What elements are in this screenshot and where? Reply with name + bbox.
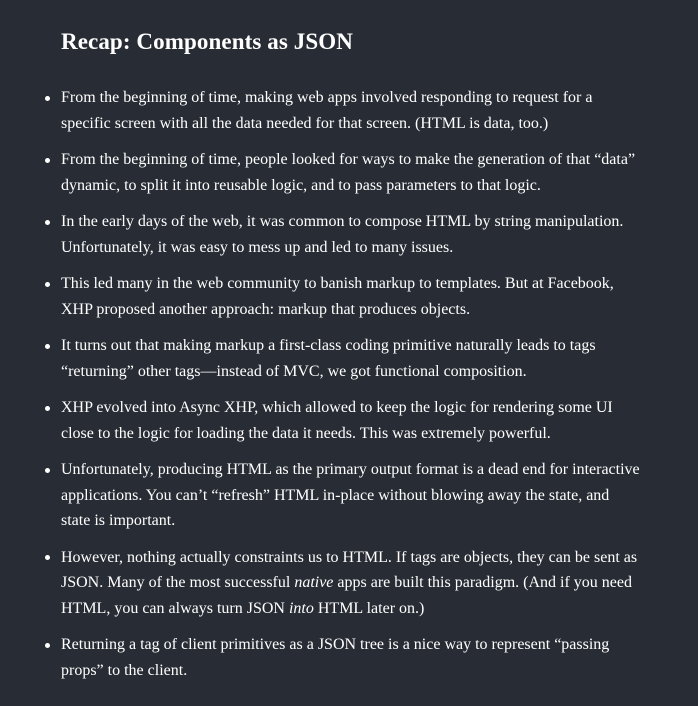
list-item [61,457,641,534]
list-item [61,395,641,446]
emphasis-native: native [294,574,334,591]
list-item [61,333,641,384]
item-text: XHP evolved into Async XHP, which allowed to keep the logic for rendering some UI close to the logic for loading the data it needs. This was extremely powerful. [61,399,613,442]
item-text: Returning a tag of client primitives as a JSON tree is a nice way to represent “passing props” to the client. [61,636,610,679]
item-text: In the early days of the web, it was common to compose HTML by string manipulation. Unfortunately, it was easy to mess up and led to many issues. [61,213,624,256]
item-text: It turns out that making markup a first-class coding primitive naturally leads to tags “returning” other tags—instead of MVC, we got functional composition. [61,337,596,380]
list-item [61,271,641,322]
item-text: From the beginning of time, making web apps involved responding to request for a specific screen with all the data needed for that screen. (HTML is data, too.) [61,89,593,132]
item-text: From the beginning of time, people looked for ways to make the generation of that “data” dynamic, to split it into reusable logic, and to pass parameters to that logic. [61,151,636,194]
item-text: apps are built this paradigm. (And if you need HTML, you can always turn JSON [61,574,632,617]
list-item [61,545,641,622]
item-text: This led many in the web community to banish markup to templates. But at Facebook, XHP proposed another approach: markup that produces objects. [61,275,614,318]
page-title: Recap: Components as JSON [61,29,353,54]
emphasis-into: into [288,599,314,617]
item-text: However, nothing actually constraints us to HTML. If tags are objects, they can be sent as JSON. Many of the most successful [61,548,638,591]
list-item [61,147,641,198]
recap-list [61,85,641,694]
list-item [61,632,641,683]
item-text: HTML later on.) [313,599,425,617]
list-item [61,209,641,260]
item-text: Unfortunately, producing HTML as the primary output format is a dead end for interactive applications. You can’t “refresh” HTML in-place without blowing away the state, and state is important. [61,461,640,529]
list-item [61,85,641,136]
